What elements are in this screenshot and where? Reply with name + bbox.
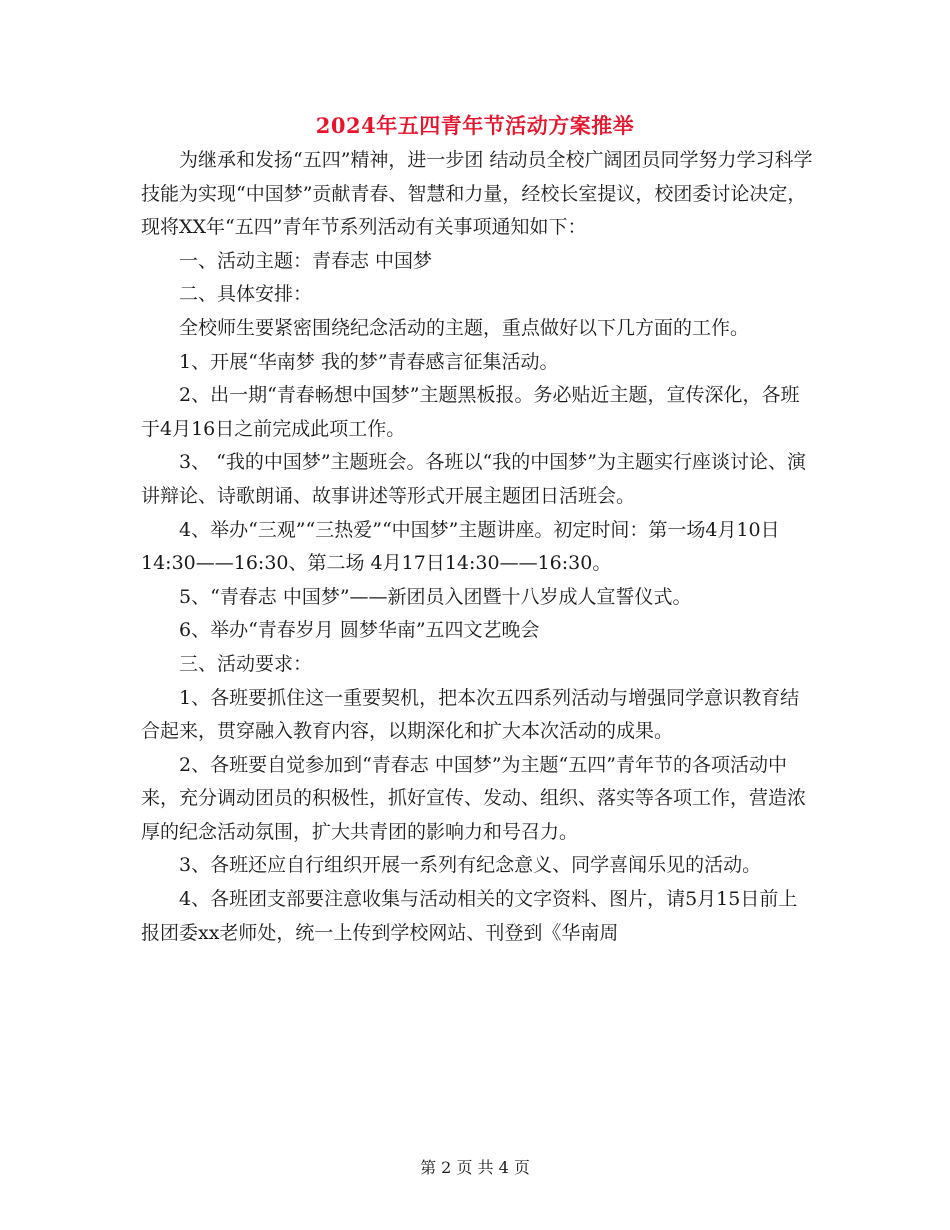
document-title: 2024年五四青年节活动方案推举: [315, 113, 635, 138]
requirement-item-1: 1、各班要抓住这一重要契机，把本次五四系列活动与增强同学意识教育结合起来，贯穿融入教育内容，以期深化和扩大本次活动的成果。: [141, 686, 800, 743]
arrangement-intro-paragraph: 全校师生要紧密围绕纪念活动的主题，重点做好以下几方面的工作。: [179, 316, 750, 339]
intro-paragraph: 为继承和发扬“五四”精神，进一步团 结动员全校广阔团员同学努力学习科学技能为实现“中国梦”贡献青春、智慧和力量，经校长室提议，校团委讨论决定，现将XX年“五四”青年节系列活动有关事项通知如下：: [141, 149, 813, 239]
arrangement-item-4: 4、举办“三观”“三热爱”“中国梦”主题讲座。初定时间：第一场4月10日14:30——16:30、第二场 4月17日14:30——16:30。: [141, 518, 780, 575]
requirement-item-4: 4、各班团支部要注意收集与活动相关的文字资料、图片，请5月15日前上报团委xx老师处，统一上传到学校网站、刊登到《华南周: [141, 888, 798, 944]
arrangement-item-3: 3、 “我的中国梦”主题班会。各班以“我的中国梦”为主题实行座谈讨论、演讲辩论、诗歌朗诵、故事讲述等形式开展主题团日活班会。: [141, 451, 806, 507]
requirement-item-3: 3、各班还应自行组织开展一系列有纪念意义、同学喜闻乐见的活动。: [179, 854, 762, 877]
section-heading-theme: 一、活动主题：青春志 中国梦: [179, 249, 433, 272]
requirement-item-2: 2、各班要自觉参加到“青春志 中国梦”为主题“五四”青年节的各项活动中来，充分调动团员的积极性，抓好宣传、发动、组织、落实等各项工作，营造浓厚的纪念活动氛围，扩大共青团的影响力和号召力。: [141, 753, 807, 843]
arrangement-item-1: 1、开展“华南梦 我的梦”青春感言征集活动。: [179, 350, 559, 373]
arrangement-item-5: 5、“青春志 中国梦”——新团员入团暨十八岁成人宣誓仪式。: [179, 585, 692, 608]
section-heading-requirements: 三、活动要求：: [179, 652, 313, 675]
section-heading-arrangement: 二、具体安排：: [179, 283, 313, 306]
arrangement-item-6: 6、举办“青春岁月 圆梦华南”五四文艺晚会: [179, 619, 540, 642]
document-body: [141, 144, 813, 950]
arrangement-item-2: 2、出一期“青春畅想中国梦”主题黑板报。务必贴近主题，宣传深化，各班于4月16日之前完成此项工作。: [141, 384, 800, 440]
page-footer: 第 2 页 共 4 页: [420, 1158, 530, 1177]
